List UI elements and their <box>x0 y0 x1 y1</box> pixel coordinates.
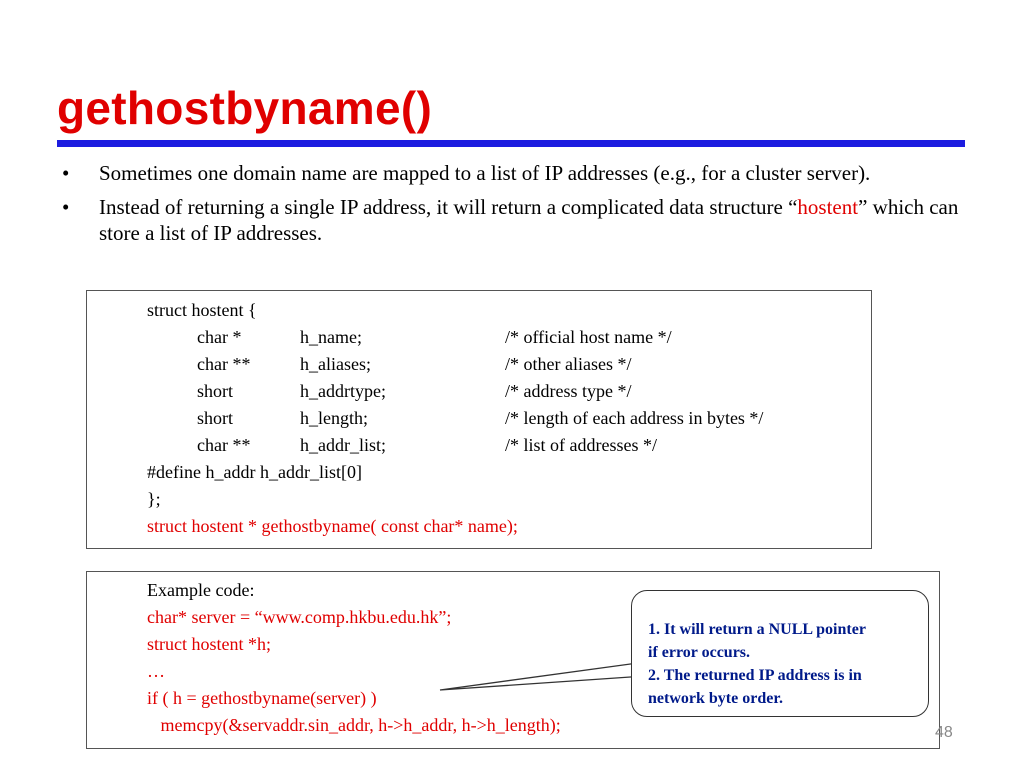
bullet-list <box>62 160 962 254</box>
bullet-text: Instead of returning a single IP address, it will return a complicated data structure “ <box>99 195 798 219</box>
bullet-text: Sometimes one domain name are mapped to a list of IP addresses (e.g., for a cluster server). <box>99 161 871 185</box>
bullet-text-tail: ” which can store a list of IP addresses. <box>99 195 959 245</box>
field-comment: /* address type */ <box>505 381 632 401</box>
bullet-dot-icon: • <box>62 161 70 185</box>
callout-line: 1. It will return a NULL pointer <box>648 621 866 638</box>
prototype-line: struct hostent * gethostbyname( const char* name); <box>147 516 518 536</box>
callout-line: if error occurs. <box>648 644 751 661</box>
code-line: … <box>147 661 165 681</box>
field-comment: /* official host name */ <box>505 327 672 347</box>
field-name: h_length; <box>300 408 368 428</box>
struct-code-box <box>86 290 872 549</box>
callout-note <box>631 590 929 717</box>
callout-line: network byte order. <box>648 690 783 707</box>
slide-title: gethostbyname() <box>57 82 433 134</box>
code-line: if ( h = gethostbyname(server) ) <box>147 688 377 708</box>
code-line: memcpy(&servaddr.sin_addr, h->h_addr, h->h_length); <box>147 715 561 735</box>
field-type: short <box>197 381 233 401</box>
field-type: char ** <box>197 354 251 374</box>
code-line: struct hostent *h; <box>147 634 271 654</box>
field-type: char * <box>197 327 242 347</box>
bullet-item <box>62 194 962 246</box>
field-name: h_name; <box>300 327 362 347</box>
field-comment: /* other aliases */ <box>505 354 632 374</box>
field-name: h_aliases; <box>300 354 371 374</box>
field-comment: /* length of each address in bytes */ <box>505 408 764 428</box>
code-line: struct hostent { <box>147 300 257 320</box>
field-type: short <box>197 408 233 428</box>
field-name: h_addr_list; <box>300 435 386 455</box>
bullet-dot-icon: • <box>62 195 70 219</box>
callout-line: 2. The returned IP address is in <box>648 667 862 684</box>
bullet-highlight: hostent <box>797 195 859 219</box>
example-heading: Example code: <box>147 580 255 600</box>
field-comment: /* list of addresses */ <box>505 435 657 455</box>
code-line: }; <box>147 489 161 509</box>
code-line: char* server = “www.comp.hkbu.edu.hk”; <box>147 607 452 627</box>
bullet-item <box>62 160 962 186</box>
page-number: 48 <box>935 724 953 741</box>
title-underline <box>57 140 965 147</box>
field-type: char ** <box>197 435 251 455</box>
code-line: #define h_addr h_addr_list[0] <box>147 462 362 482</box>
field-name: h_addrtype; <box>300 381 386 401</box>
